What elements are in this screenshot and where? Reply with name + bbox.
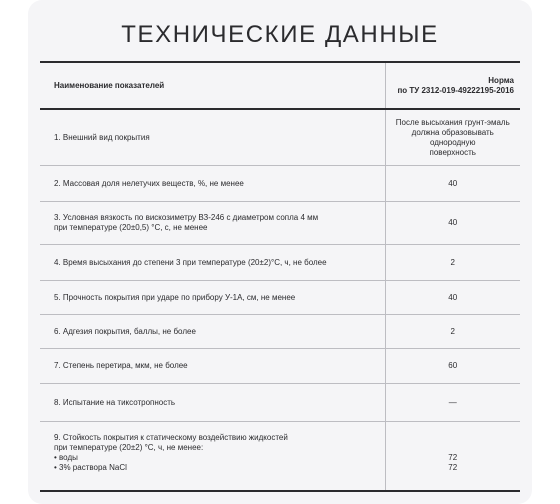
row-parameter: 6. Адгезия покрытия, баллы, не более: [40, 315, 385, 349]
row-parameter: 8. Испытание на тиксотропность: [40, 384, 385, 422]
table-row: [40, 315, 520, 349]
table-row: [40, 349, 520, 384]
row-parameter: 4. Время высыхания до степени 3 при температуре (20±2)°С, ч, не более: [40, 245, 385, 281]
technical-data-card: [28, 0, 532, 504]
row-parameter: 5. Прочность покрытия при ударе по прибору У-1А, см, не менее: [40, 281, 385, 315]
row-parameter-line: • воды: [54, 453, 78, 462]
row-value: 40: [385, 166, 520, 202]
row-value: [385, 422, 520, 492]
row-value-line: После высыхания грунт-эмаль: [395, 117, 510, 127]
row-value-line: 72: [448, 453, 458, 462]
row-parameter-line: 3. Условная вязкость по вискозиметру ВЗ-246 с диаметром сопла 4 мм: [54, 213, 319, 222]
row-value: 2: [385, 315, 520, 349]
row-value: [385, 109, 520, 166]
table-row: [40, 422, 520, 492]
column-header-norm-spec: по ТУ 2312-019-49222195-2016: [397, 85, 514, 95]
table-header-row: [40, 62, 520, 109]
row-value: 60: [385, 349, 520, 384]
row-value-line: поверхность: [429, 147, 476, 157]
table-row: [40, 166, 520, 202]
row-parameter: 1. Внешний вид покрытия: [40, 109, 385, 166]
page-title: ТЕХНИЧЕСКИЕ ДАННЫЕ: [121, 21, 439, 48]
table-row: [40, 202, 520, 245]
row-value: —: [385, 384, 520, 422]
row-value: 40: [385, 281, 520, 315]
table-row: [40, 245, 520, 281]
row-parameter-line: при температуре (20±2) °С, ч, не менее:: [54, 443, 204, 452]
table-row: [40, 109, 520, 166]
row-parameter-line: при температуре (20±0,5) °С, с, не менее: [54, 223, 208, 232]
column-header-parameters: Наименование показателей: [40, 62, 385, 109]
row-parameter: 2. Массовая доля нелетучих веществ, %, не менее: [40, 166, 385, 202]
row-value-line: должна образовывать однородную: [411, 127, 494, 147]
row-parameter: 7. Степень перетира, мкм, не более: [40, 349, 385, 384]
column-header-norm: [385, 62, 520, 109]
row-parameter: [40, 422, 385, 492]
row-parameter: [40, 202, 385, 245]
row-parameter-line: 9. Стойкость покрытия к статическому воздействию жидкостей: [54, 433, 288, 442]
row-value: 2: [385, 245, 520, 281]
row-parameter-line: • 3% раствора NaCl: [54, 463, 127, 472]
column-header-norm-title: Норма: [488, 75, 514, 85]
table-row: [40, 384, 520, 422]
technical-data-table: [40, 61, 520, 492]
table-row: [40, 281, 520, 315]
row-value: 40: [385, 202, 520, 245]
row-value-line: 72: [448, 463, 458, 472]
